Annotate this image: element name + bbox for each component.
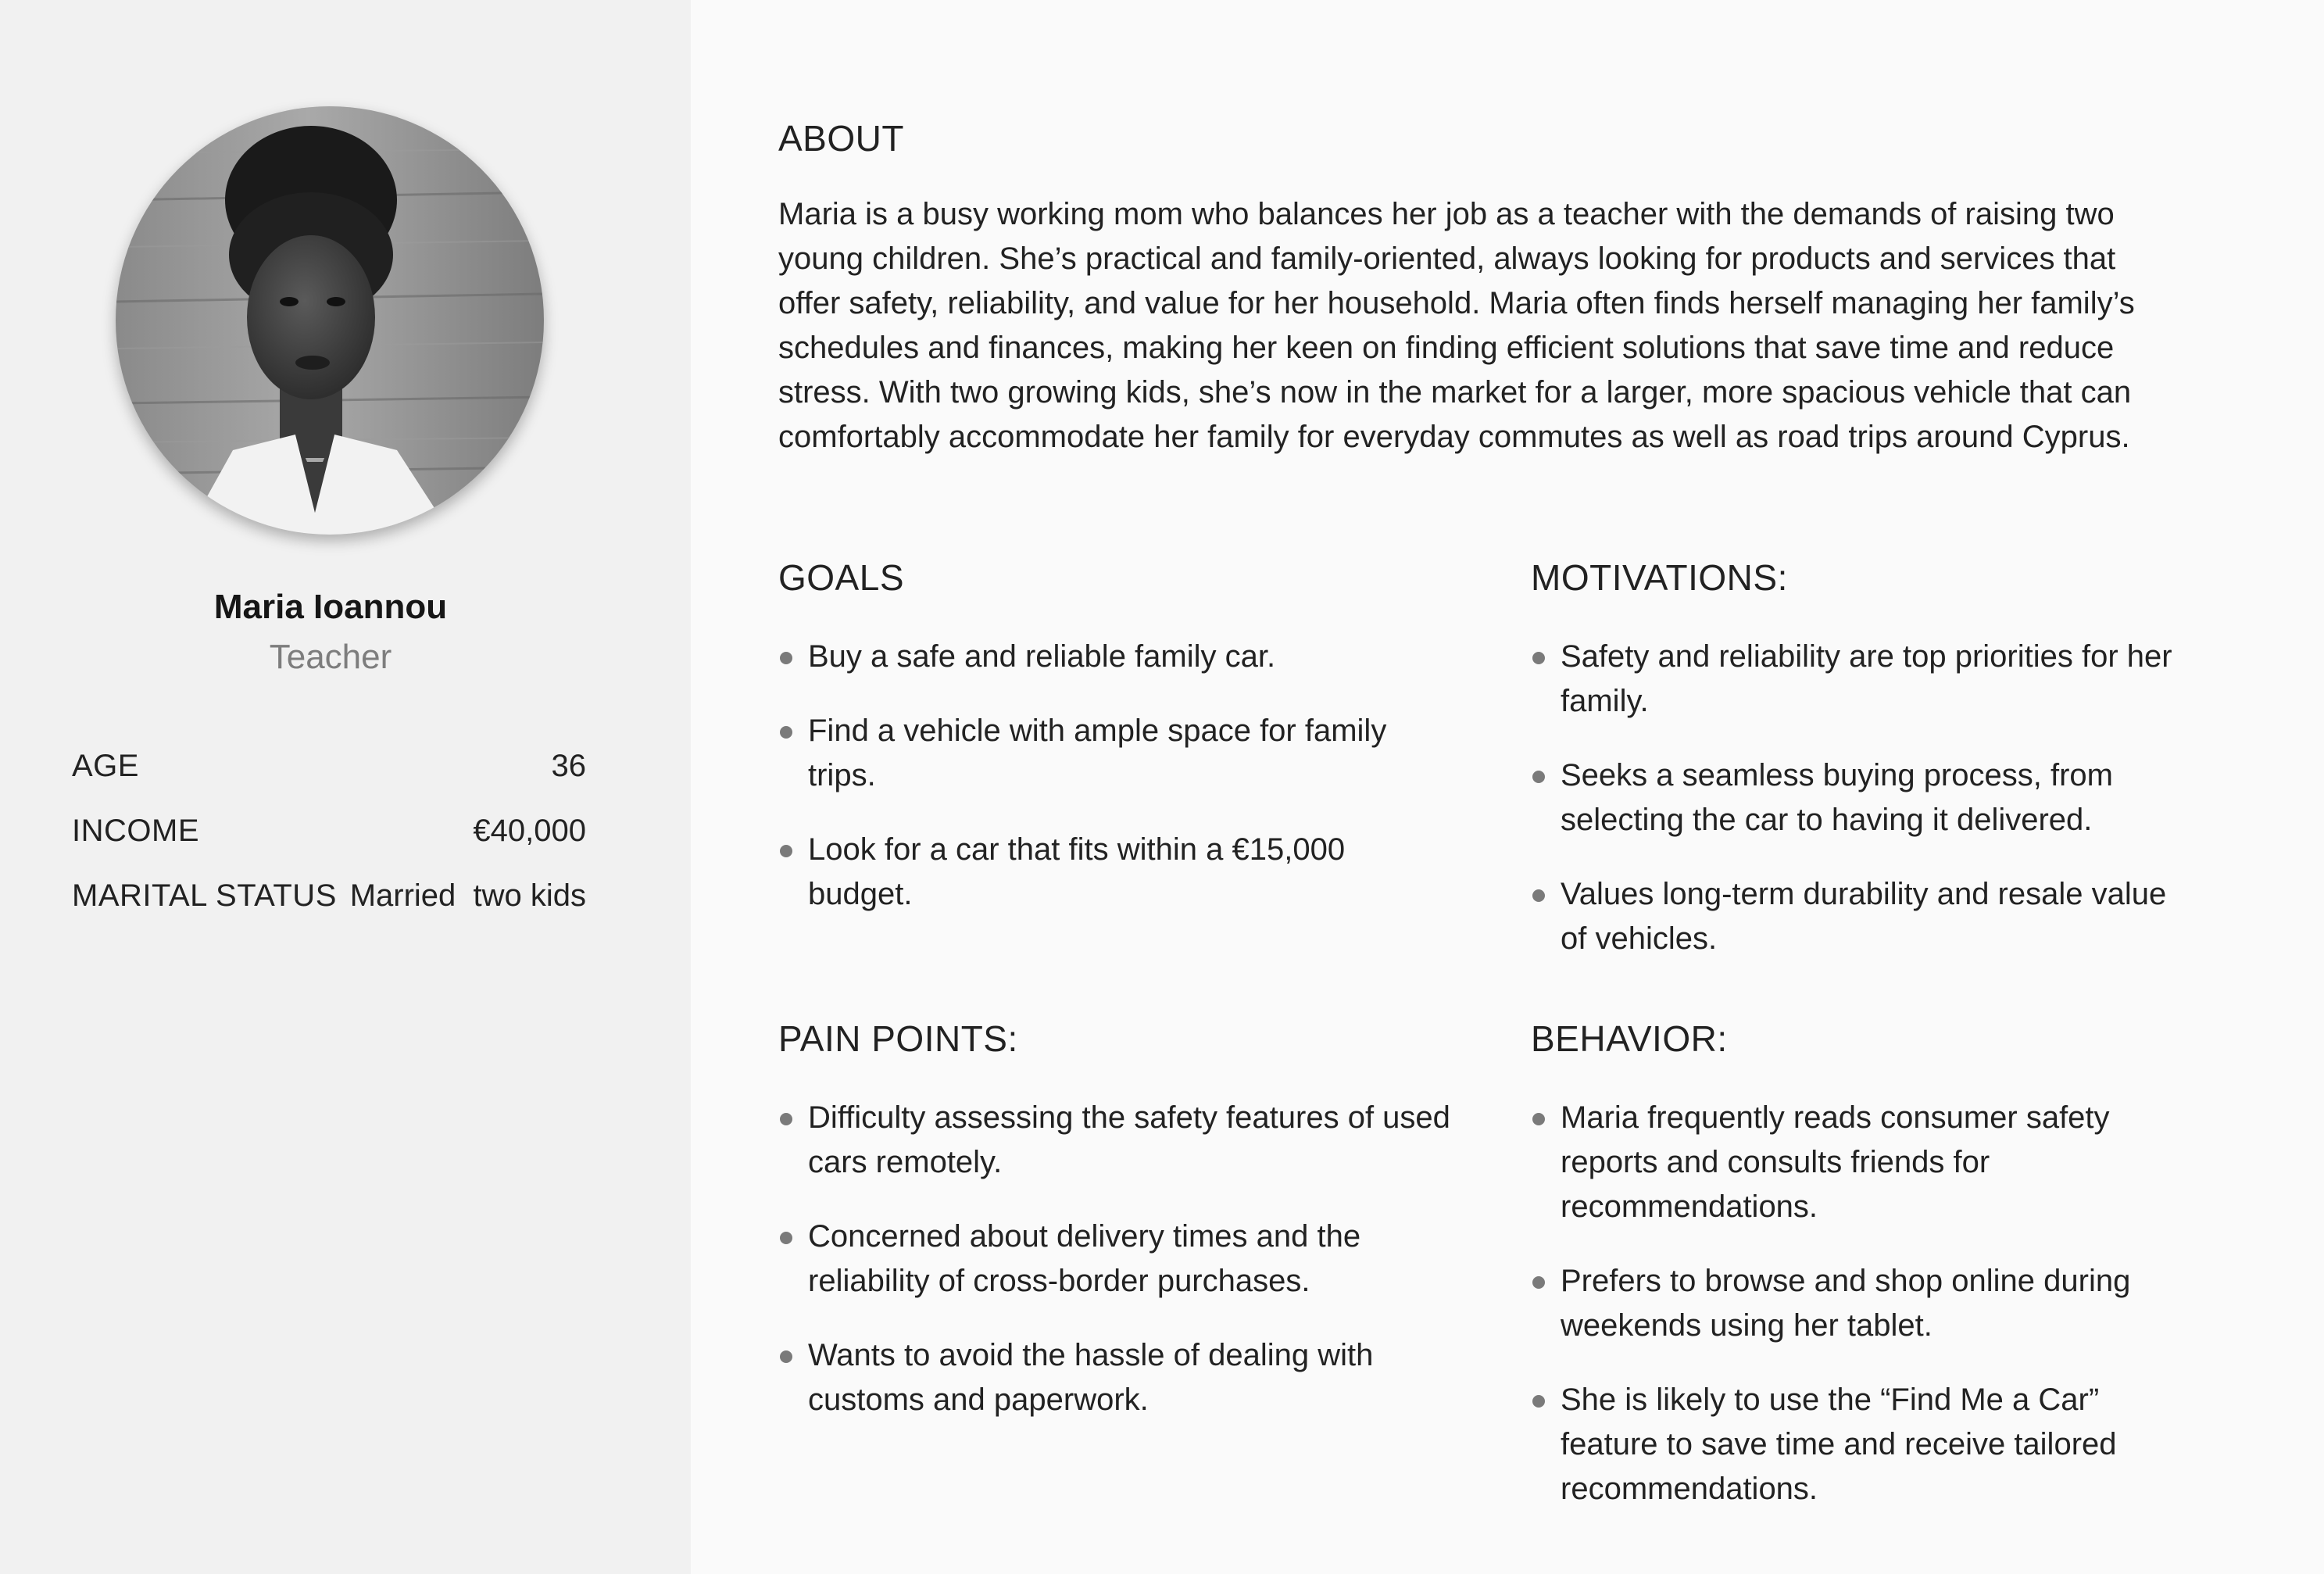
pain-points-list: [778, 1096, 1450, 1452]
list-item: [778, 1333, 1450, 1422]
list-item: [1531, 1378, 2179, 1511]
stat-value: €40,000: [473, 814, 586, 848]
about-text: Maria is a busy working mom who balances her job as a teacher with the demands of raising two young children. She’s practical and family-oriented, always looking for products and services that offer safety, reliability, and value for her household. Maria often finds herself managing her family’s schedules and finances, making her keen on finding efficient solutions that save time and reduce stress. With two growing kids, she’s now in the market for a larger, more spacious vehicle that can comfortably accommodate her family for everyday commutes as well as road trips around Cyprus.: [778, 197, 2135, 454]
list-item-text: Safety and reliability are top priorities for her family.: [1561, 639, 2172, 718]
list-item-text: Buy a safe and reliable family car.: [808, 639, 1276, 674]
persona-stats: [72, 749, 586, 943]
bullet-icon: [780, 1350, 792, 1363]
bullet-icon: [780, 652, 792, 664]
list-item: [1531, 1259, 2179, 1348]
list-item-text: She is likely to use the “Find Me a Car” feature to save time and receive tailored recommendations.: [1561, 1383, 2117, 1506]
bullet-icon: [1532, 889, 1545, 902]
list-item: [778, 709, 1450, 798]
list-item: [1531, 1096, 2179, 1229]
behavior-heading: BEHAVIOR:: [1531, 1018, 1728, 1059]
bullet-icon: [1532, 1276, 1545, 1289]
list-item: [778, 1214, 1450, 1304]
about-heading: ABOUT: [778, 118, 904, 159]
list-item: [778, 828, 1450, 917]
bullet-icon: [1532, 771, 1545, 783]
stat-row-income: [72, 814, 586, 878]
list-item-text: Seeks a seamless buying process, from selecting the car to having it delivered.: [1561, 758, 2113, 837]
list-item-text: Look for a car that fits within a €15,000 budget.: [808, 832, 1346, 911]
stat-label: INCOME: [72, 814, 199, 848]
list-item-text: Difficulty assessing the safety features of used cars remotely.: [808, 1100, 1450, 1179]
behavior-list: [1531, 1096, 2179, 1541]
persona-role: Teacher: [269, 638, 392, 676]
list-item-text: Concerned about delivery times and the reliability of cross-border purchases.: [808, 1219, 1361, 1298]
stat-value: 36: [551, 749, 586, 783]
list-item-text: Prefers to browse and shop online during weekends using her tablet.: [1561, 1264, 2131, 1343]
stat-value: Married two kids: [349, 878, 586, 913]
list-item: [1531, 872, 2179, 961]
bullet-icon: [1532, 1113, 1545, 1125]
list-item-text: Wants to avoid the hassle of dealing with customs and paperwork.: [808, 1338, 1374, 1417]
motivations-heading: MOTIVATIONS:: [1531, 557, 1788, 598]
stat-row-age: [72, 749, 586, 814]
list-item: [778, 635, 1450, 679]
list-item-text: Maria frequently reads consumer safety reports and consults friends for recommendations.: [1561, 1100, 2110, 1224]
bullet-icon: [780, 845, 792, 857]
list-item: [1531, 635, 2179, 724]
list-item-text: Find a vehicle with ample space for family trips.: [808, 714, 1387, 792]
bullet-icon: [1532, 652, 1545, 664]
persona-name: Maria Ioannou: [213, 588, 448, 626]
bullet-icon: [780, 1113, 792, 1125]
bullet-icon: [780, 1232, 792, 1244]
stat-row-marital-status: [72, 878, 586, 943]
motivations-list: [1531, 635, 2179, 991]
persona-photo: [116, 106, 544, 535]
stat-label: AGE: [72, 749, 139, 783]
list-item: [778, 1096, 1450, 1185]
portrait-illustration: [116, 106, 544, 535]
stat-label: MARITAL STATUS: [72, 878, 337, 913]
goals-list: [778, 635, 1450, 946]
persona-sidebar: [0, 0, 691, 1574]
bullet-icon: [780, 726, 792, 739]
pain-points-heading: PAIN POINTS:: [778, 1018, 1018, 1059]
list-item-text: Values long-term durability and resale value of vehicles.: [1561, 877, 2167, 956]
bullet-icon: [1532, 1395, 1545, 1408]
list-item: [1531, 753, 2179, 842]
goals-heading: GOALS: [778, 557, 905, 598]
